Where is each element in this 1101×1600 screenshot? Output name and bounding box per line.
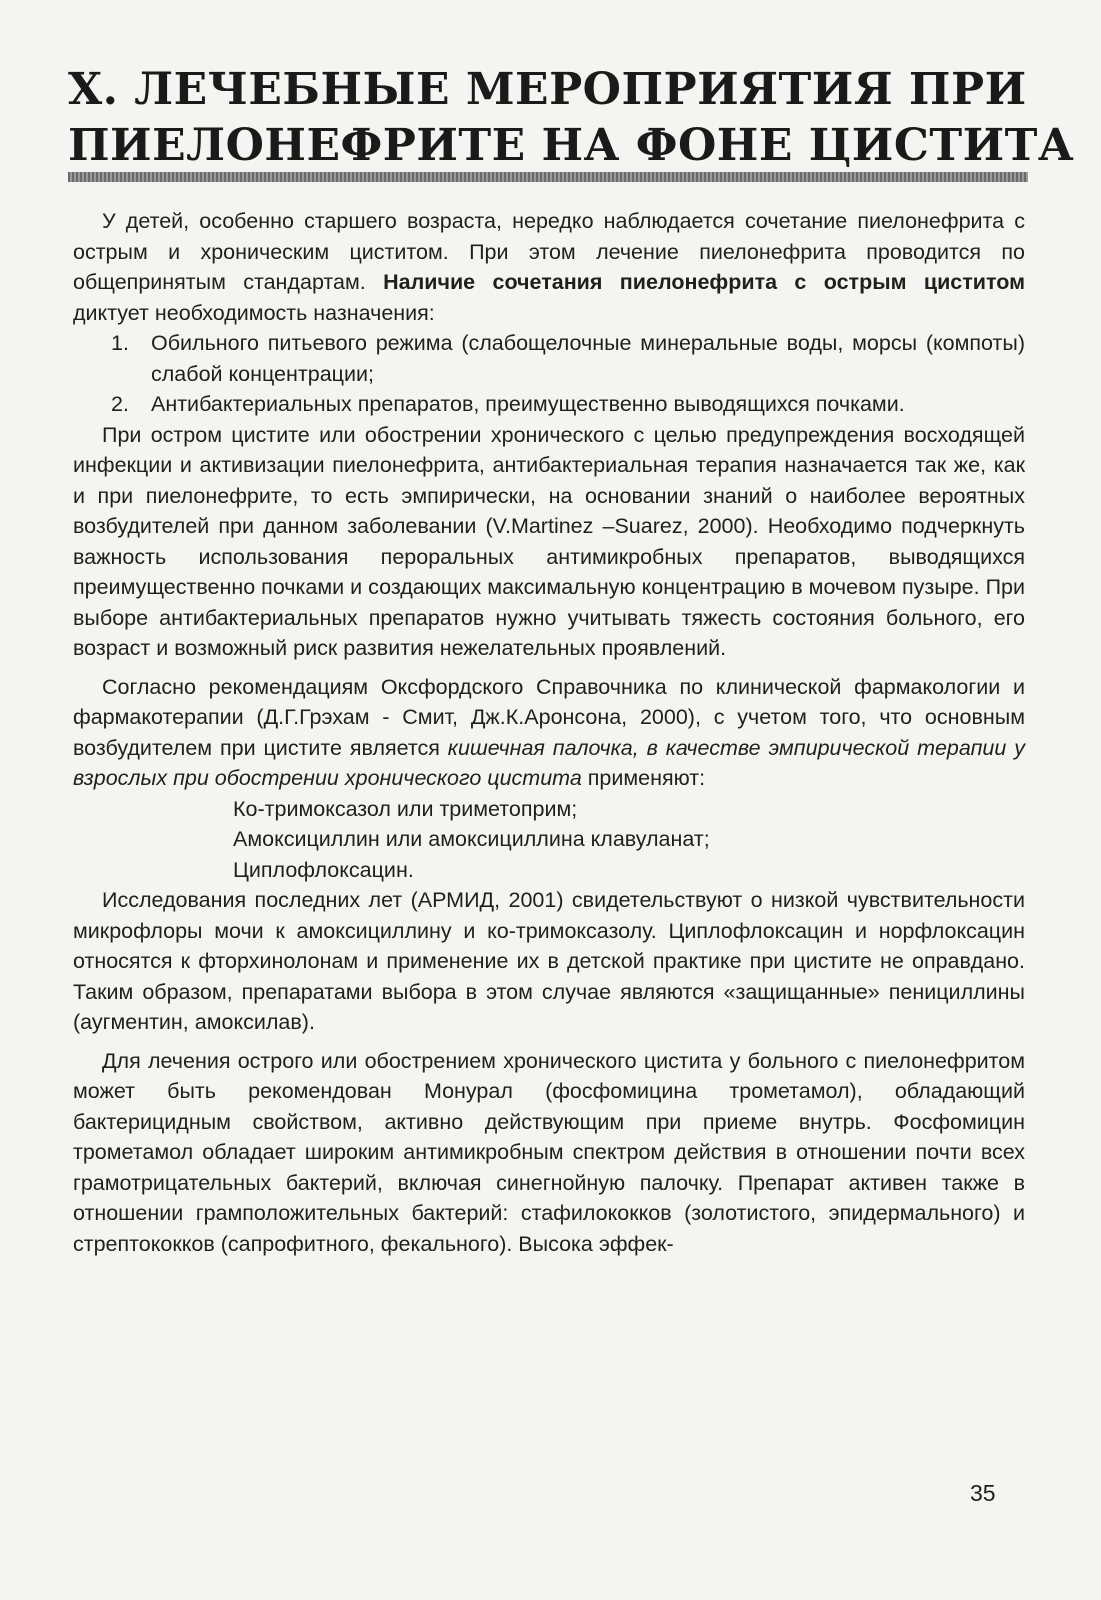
- chapter-title: [68, 62, 1075, 174]
- drug-list: [73, 794, 1025, 886]
- intro-bold-text: Наличие сочетания пиелонефрита с острым циститом: [383, 270, 1025, 294]
- page-number: 35: [970, 1480, 996, 1506]
- para3-text: Согласно рекомендациям Оксфордского Справочника по клинической фармакологии и фармакотерапии (Д.Г.Грэхам - Смит, Дж.К.Аронсона, 2000), с учетом того, что основным возбудителем при цистите является: [73, 674, 1025, 760]
- paragraph-acute-cystitis: При остром цистите или обострении хронического с целью предупреждения восходящей инфекции и активизации пиелонефрита, антибактериальная терапия назначается так же, как и при пиелонефрите, то есть эмпирически, на основании знаний о наиболее вероятных возбудителей при данном заболевании (V.Martinez –Suarez, 2000). Необходимо подчеркнуть важность использования пероральных антимикробных препаратов, выводящихся преимущественно почками и создающих максимальную концентрацию в мочевом пузыре. При выборе антибактериальных препаратов нужно учитывать тяжесть состояния больного, его возраст и возможный риск развития нежелательных проявлений.: [73, 422, 1025, 660]
- paragraph-monural: Для лечения острого или обострением хронического цистита у больного с пиелонефритом может быть рекомендован Монурал (фосфомицина трометамол), обладающий бактерицидным свойством, активно действующим при приеме внутрь. Фосфомицин трометамол обладает широким антимикробным спектром действия в отношении почти всех грамотрицательных бактерий, включая синегнойную палочку. Препарат активен также в отношении грамположительных бактерий: стафилококков (золотистого, эпидермального) и стрептококков (сапрофитного, фекального). Высока эффек-: [73, 1048, 1025, 1256]
- paragraph-recent-studies: Исследования последних лет (АРМИД, 2001) свидетельствуют о низкой чувствительности микрофлоры мочи к амоксициллину и ко-тримоксазолу. Циплофлоксацин и норфлоксацин относятся к фторхинолонам и применение их в детской практике при цистите не оправдано. Таким образом, препаратами выбора в этом случае являются «защищанные» пенициллины (аугментин, амоксилав).: [73, 888, 1025, 1034]
- intro-text: У детей, особенно старшего возраста, нередко наблюдается сочетание пиелонефрита с острым и хроническим циститом. При этом лечение пиелонефрита проводится по общепринятым стандартам.: [73, 209, 1025, 294]
- list-item-number: 1.: [111, 331, 129, 355]
- intro-tail: диктует необходимость назначения:: [73, 300, 435, 325]
- prescription-list: [73, 328, 1025, 420]
- paragraph-oxford-recommendations: [73, 672, 1025, 794]
- list-item: [73, 389, 1025, 420]
- drug-item: Циплофлоксацин.: [233, 857, 414, 882]
- drug-item: Амоксициллин или амоксициллина клавуланат;: [233, 827, 710, 851]
- drug-item: Ко-тримоксазол или триметоприм;: [233, 796, 578, 821]
- body-text: [73, 206, 1025, 1259]
- chapter-title-line-2: ПИЕЛОНЕФРИТЕ НА ФОНЕ ЦИСТИТА: [68, 120, 1075, 171]
- title-underline-rule: [68, 172, 1028, 182]
- list-item-text: Антибактериальных препаратов, преимущественно выводящихся почками.: [151, 392, 905, 416]
- para3-tail: применяют:: [581, 766, 706, 790]
- list-item: [73, 328, 1025, 389]
- list-item-number: 2.: [111, 392, 129, 416]
- para3-italic-text: кишечная палочка, в качестве эмпирической терапии у взрослых при обострении хронического цистита: [73, 735, 1026, 790]
- chapter-title-line-1: X. ЛЕЧЕБНЫЕ МЕРОПРИЯТИЯ ПРИ: [68, 64, 1027, 115]
- intro-paragraph: [73, 206, 1025, 328]
- list-item-text: Обильного питьевого режима (слабощелочные минеральные воды, морсы (компоты) слабой концентрации;: [151, 331, 1025, 386]
